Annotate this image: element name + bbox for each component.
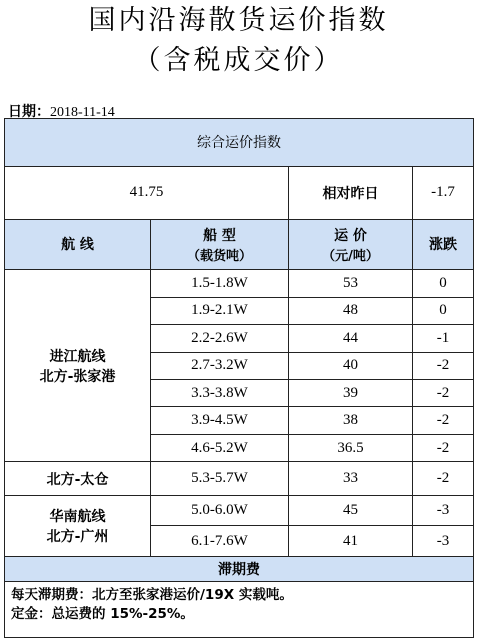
- rate-cell: 40: [289, 352, 413, 379]
- composite-header-row: [5, 119, 474, 167]
- col-rate-unit: （元/吨）: [322, 248, 379, 264]
- ship-type-cell: 3.9-4.5W: [151, 407, 289, 434]
- rate-cell: 44: [289, 325, 413, 352]
- rate-cell: 45: [289, 495, 413, 525]
- change-cell: 0: [413, 297, 474, 324]
- route-group-huanan: [5, 495, 151, 556]
- rate-cell: 33: [289, 462, 413, 496]
- change-cell: -3: [413, 495, 474, 525]
- rate-cell: 39: [289, 380, 413, 407]
- date-label: 日期：: [8, 104, 50, 120]
- demurrage-header: 滞期费: [5, 556, 474, 581]
- ship-type-cell: 2.2-2.6W: [151, 325, 289, 352]
- ship-type-cell: 1.9-2.1W: [151, 297, 289, 324]
- table-row: [5, 270, 474, 297]
- ship-type-cell: 2.7-3.2W: [151, 352, 289, 379]
- deposit-line: 定金：总运费的 15%-25%。: [11, 606, 194, 623]
- demurrage-notes: [5, 582, 474, 638]
- route-line1: 华南航线: [49, 508, 106, 525]
- demurrage-row: [5, 582, 474, 638]
- date-value: 2018-11-14: [50, 105, 115, 120]
- rate-cell: 41: [289, 526, 413, 556]
- rate-cell: 38: [289, 407, 413, 434]
- demurrage-line: 每天滞期费：北方至张家港运价/19X 实载吨。: [11, 587, 293, 604]
- composite-change: -1.7: [413, 166, 474, 219]
- compare-label: 相对昨日: [289, 166, 413, 219]
- page-title: 国内沿海散货运价指数: [88, 5, 389, 36]
- change-cell: -2: [413, 380, 474, 407]
- composite-header: 综合运价指数: [5, 119, 474, 167]
- change-cell: -2: [413, 352, 474, 379]
- page-subtitle: （含税成交价）: [133, 45, 344, 76]
- col-change: 涨跌: [413, 219, 474, 270]
- rate-cell: 36.5: [289, 434, 413, 461]
- table-row: [5, 462, 474, 496]
- change-cell: 0: [413, 270, 474, 297]
- route-line1: 进江航线: [49, 348, 106, 365]
- change-cell: -2: [413, 462, 474, 496]
- ship-type-cell: 5.3-5.7W: [151, 462, 289, 496]
- change-cell: -2: [413, 407, 474, 434]
- col-ship-type: [151, 219, 289, 270]
- demurrage-header-row: [5, 556, 474, 581]
- route-group-jinjiang: [5, 270, 151, 462]
- rate-cell: 53: [289, 270, 413, 297]
- route-group-taicang: 北方-太仓: [5, 462, 151, 496]
- col-rate: [289, 219, 413, 270]
- column-header-row: [5, 219, 474, 270]
- ship-type-cell: 5.0-6.0W: [151, 495, 289, 525]
- ship-type-cell: 4.6-5.2W: [151, 434, 289, 461]
- col-ship-type-label: 船 型: [203, 227, 236, 244]
- ship-type-cell: 1.5-1.8W: [151, 270, 289, 297]
- col-ship-type-unit: （载货吨）: [186, 248, 252, 264]
- change-cell: -2: [413, 434, 474, 461]
- col-rate-label: 运 价: [334, 227, 367, 244]
- freight-index-table: [4, 118, 474, 638]
- rate-cell: 48: [289, 297, 413, 324]
- change-cell: -1: [413, 325, 474, 352]
- table-row: [5, 495, 474, 525]
- composite-value: 41.75: [5, 166, 289, 219]
- col-route: 航 线: [5, 219, 151, 270]
- composite-row: [5, 166, 474, 219]
- route-line2: 北方-广州: [46, 528, 109, 545]
- ship-type-cell: 3.3-3.8W: [151, 380, 289, 407]
- change-cell: -3: [413, 526, 474, 556]
- route-line2: 北方-张家港: [39, 368, 116, 385]
- ship-type-cell: 6.1-7.6W: [151, 526, 289, 556]
